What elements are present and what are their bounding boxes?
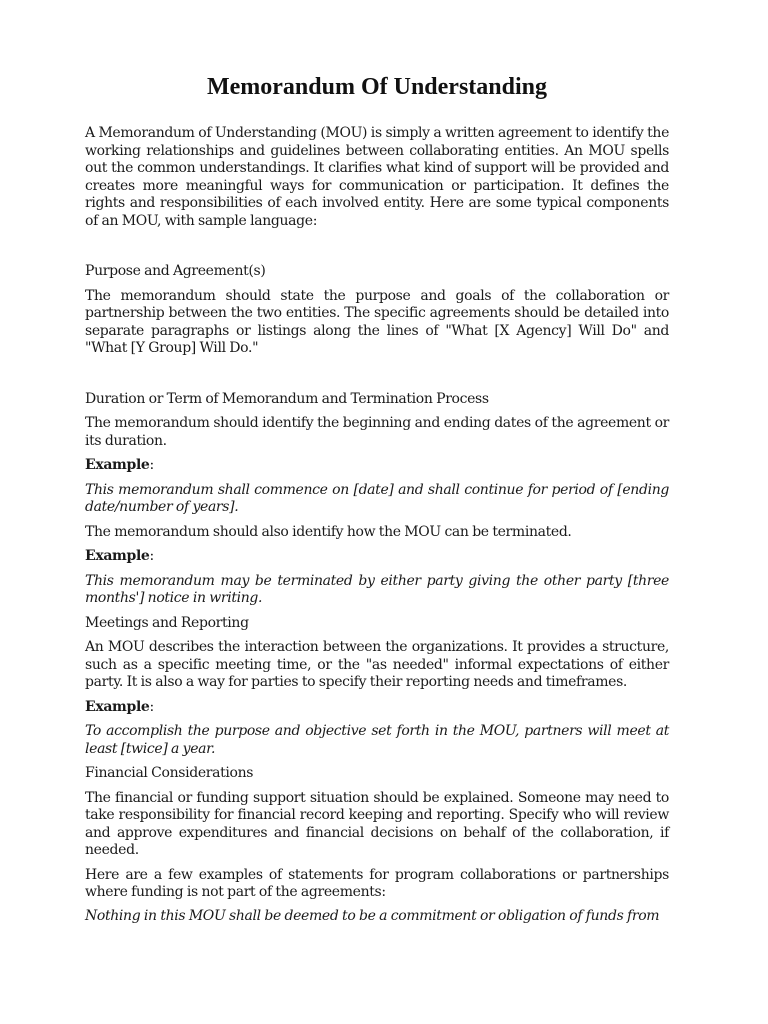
duration-paragraph: The memorandum should identify the beginning and ending dates of the agreement or its duration. bbox=[85, 415, 669, 449]
example-label-text: Example bbox=[85, 457, 150, 473]
section-heading-financial: Financial Considerations bbox=[85, 765, 254, 781]
meetings-example: To accomplish the purpose and objective set forth in the MOU, partners will meet at least [twice] a year. bbox=[85, 723, 669, 757]
section-heading-meetings: Meetings and Reporting bbox=[85, 614, 249, 631]
example-label-text: Example bbox=[85, 548, 150, 564]
duration-example-1: This memorandum shall commence on [date] and shall continue for period of [ending date/number of years]. bbox=[85, 481, 669, 515]
duration-example-2: This memorandum may be terminated by either party giving the other party [three months'] notice in writing. bbox=[85, 572, 669, 606]
meetings-paragraph: An MOU describes the interaction between the organizations. It provides a structure, such as a specific meeting time, or the "as needed" informal expectations of either party. It is also a way for parties to specify their reporting needs and timeframes. bbox=[85, 639, 669, 690]
example-label-colon: : bbox=[149, 548, 154, 564]
example-label-2 bbox=[85, 548, 669, 566]
purpose-paragraph: The memorandum should state the purpose and goals of the collaboration or partnership between the two entities. The specific agreements should be detailed into separate paragraphs or listings along the lines of "What [X Agency] Will Do" and "What [Y Group] Will Do." bbox=[85, 287, 669, 356]
example-label-3 bbox=[85, 699, 669, 717]
document-page bbox=[85, 0, 669, 925]
example-label-text: Example bbox=[85, 698, 150, 715]
intro-paragraph: A Memorandum of Understanding (MOU) is simply a written agreement to identify the working relationships and guidelines between collaborating entities. An MOU spells out the common understandings. It clarifies what kind of support will be provided and creates more meaningful ways for communication or participation. It defines the rights and responsibilities of each involved entity. Here are some typical components of an MOU, with sample language: bbox=[85, 125, 669, 229]
financial-paragraph: The financial or funding support situation should be explained. Someone may need to take responsibility for financial record keeping and reporting. Specify who will review and approve expenditures and financial decisions on behalf of the collaboration, if needed. bbox=[85, 789, 669, 858]
section-heading-duration: Duration or Term of Memorandum and Termination Process bbox=[85, 390, 489, 407]
example-label-colon: : bbox=[149, 698, 154, 715]
termination-paragraph: The memorandum should also identify how the MOU can be terminated. bbox=[85, 523, 572, 540]
example-label-colon: : bbox=[149, 457, 154, 473]
financial-paragraph-2: Here are a few examples of statements for program collaborations or partnerships where funding is not part of the agreements: bbox=[85, 866, 669, 900]
document-title: Memorandum Of Understanding bbox=[206, 74, 548, 100]
section-heading-purpose: Purpose and Agreement(s) bbox=[85, 263, 266, 279]
example-label-1 bbox=[85, 457, 669, 475]
financial-example: Nothing in this MOU shall be deemed to be a commitment or obligation of funds from bbox=[85, 907, 660, 924]
